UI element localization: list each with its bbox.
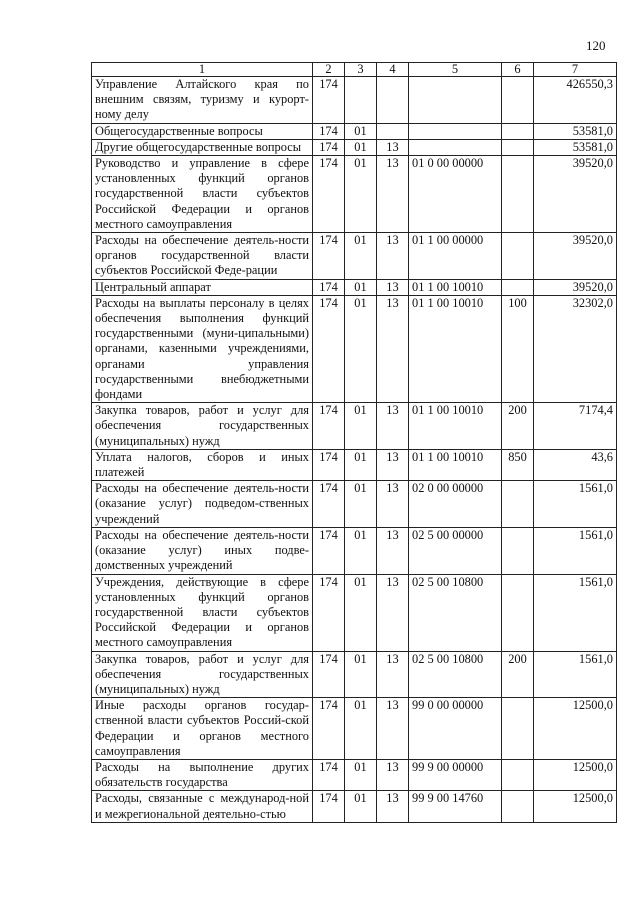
- subsection-code-cell: 13: [377, 527, 409, 574]
- subsection-code-cell: 13: [377, 698, 409, 760]
- row-name-cell: Расходы на обеспечение деятель-ности (оказание услуг) иных подве-домственных учреждений: [92, 527, 313, 574]
- admin-code-cell: 174: [313, 139, 345, 155]
- row-name-cell: Расходы на выплаты персоналу в целях обеспечения выполнения функций государственными (муни-ципальными) органами, казенными учреждениями, органами управления государственными внебюджетными фондами: [92, 295, 313, 402]
- admin-code-cell: 174: [313, 791, 345, 822]
- column-header: 1: [92, 63, 313, 77]
- amount-cell: 39520,0: [534, 156, 617, 233]
- amount-cell: 12500,0: [534, 759, 617, 790]
- expense-type-cell: 850: [502, 449, 534, 480]
- section-code-cell: 01: [345, 759, 377, 790]
- target-article-cell: 02 5 00 10800: [409, 574, 502, 651]
- target-article-cell: 01 0 00 00000: [409, 156, 502, 233]
- admin-code-cell: 174: [313, 403, 345, 450]
- section-code-cell: 01: [345, 233, 377, 280]
- table-row: [92, 698, 617, 760]
- target-article-cell: [409, 123, 502, 139]
- target-article-cell: 01 1 00 10010: [409, 295, 502, 402]
- admin-code-cell: 174: [313, 123, 345, 139]
- row-name-cell: Расходы, связанные с международ-ной и межрегиональной деятельно-стью: [92, 791, 313, 822]
- amount-cell: 32302,0: [534, 295, 617, 402]
- table-row: [92, 449, 617, 480]
- subsection-code-cell: 13: [377, 449, 409, 480]
- expense-type-cell: [502, 481, 534, 528]
- amount-cell: 39520,0: [534, 233, 617, 280]
- row-name-cell: Закупка товаров, работ и услуг для обеспечения государственных (муниципальных) нужд: [92, 651, 313, 698]
- subsection-code-cell: 13: [377, 139, 409, 155]
- subsection-code-cell: 13: [377, 651, 409, 698]
- target-article-cell: 02 5 00 10800: [409, 651, 502, 698]
- table-row: [92, 574, 617, 651]
- subsection-code-cell: 13: [377, 481, 409, 528]
- subsection-code-cell: 13: [377, 791, 409, 822]
- column-header: 3: [345, 63, 377, 77]
- expense-type-cell: [502, 233, 534, 280]
- target-article-cell: 02 5 00 00000: [409, 527, 502, 574]
- target-article-cell: 01 1 00 10010: [409, 449, 502, 480]
- admin-code-cell: 174: [313, 279, 345, 295]
- amount-cell: 12500,0: [534, 698, 617, 760]
- target-article-cell: 01 1 00 10010: [409, 279, 502, 295]
- table-row: [92, 481, 617, 528]
- admin-code-cell: 174: [313, 574, 345, 651]
- section-code-cell: 01: [345, 279, 377, 295]
- subsection-code-cell: 13: [377, 295, 409, 402]
- section-code-cell: 01: [345, 449, 377, 480]
- section-code-cell: 01: [345, 791, 377, 822]
- table-row: [92, 123, 617, 139]
- subsection-code-cell: 13: [377, 233, 409, 280]
- row-name-cell: Закупка товаров, работ и услуг для обеспечения государственных (муниципальных) нужд: [92, 403, 313, 450]
- row-name-cell: Расходы на обеспечение деятель-ности (оказание услуг) подведом-ственных учреждений: [92, 481, 313, 528]
- table-row: [92, 139, 617, 155]
- amount-cell: 1561,0: [534, 527, 617, 574]
- subsection-code-cell: 13: [377, 279, 409, 295]
- section-code-cell: [345, 77, 377, 124]
- section-code-cell: 01: [345, 527, 377, 574]
- admin-code-cell: 174: [313, 759, 345, 790]
- amount-cell: 7174,4: [534, 403, 617, 450]
- expense-type-cell: [502, 574, 534, 651]
- amount-cell: 1561,0: [534, 574, 617, 651]
- admin-code-cell: 174: [313, 651, 345, 698]
- section-code-cell: 01: [345, 698, 377, 760]
- row-name-cell: Общегосударственные вопросы: [92, 123, 313, 139]
- subsection-code-cell: [377, 77, 409, 124]
- section-code-cell: 01: [345, 574, 377, 651]
- target-article-cell: 99 9 00 14760: [409, 791, 502, 822]
- expense-type-cell: 200: [502, 651, 534, 698]
- target-article-cell: 01 1 00 00000: [409, 233, 502, 280]
- admin-code-cell: 174: [313, 77, 345, 124]
- row-name-cell: Центральный аппарат: [92, 279, 313, 295]
- column-header: 7: [534, 63, 617, 77]
- admin-code-cell: 174: [313, 156, 345, 233]
- section-code-cell: 01: [345, 139, 377, 155]
- column-header: 2: [313, 63, 345, 77]
- section-code-cell: 01: [345, 403, 377, 450]
- row-name-cell: Управление Алтайского края по внешним связям, туризму и курорт-ному делу: [92, 77, 313, 124]
- expense-type-cell: 200: [502, 403, 534, 450]
- table-row: [92, 233, 617, 280]
- table-row: [92, 156, 617, 233]
- column-header: 5: [409, 63, 502, 77]
- row-name-cell: Уплата налогов, сборов и иных платежей: [92, 449, 313, 480]
- row-name-cell: Расходы на обеспечение деятель-ности органов государственной власти субъектов Российской Феде-рации: [92, 233, 313, 280]
- column-header: 6: [502, 63, 534, 77]
- expense-type-cell: [502, 698, 534, 760]
- admin-code-cell: 174: [313, 295, 345, 402]
- row-name-cell: Другие общегосударственные вопросы: [92, 139, 313, 155]
- table-row: [92, 77, 617, 124]
- expense-type-cell: [502, 279, 534, 295]
- section-code-cell: 01: [345, 156, 377, 233]
- amount-cell: 43,6: [534, 449, 617, 480]
- expense-type-cell: [502, 156, 534, 233]
- expense-type-cell: [502, 791, 534, 822]
- table-row: [92, 295, 617, 402]
- subsection-code-cell: 13: [377, 156, 409, 233]
- table-row: [92, 403, 617, 450]
- expense-type-cell: 100: [502, 295, 534, 402]
- expense-type-cell: [502, 139, 534, 155]
- page-number: 120: [586, 38, 606, 53]
- target-article-cell: 99 0 00 00000: [409, 698, 502, 760]
- subsection-code-cell: 13: [377, 574, 409, 651]
- table-row: [92, 759, 617, 790]
- admin-code-cell: 174: [313, 698, 345, 760]
- target-article-cell: [409, 77, 502, 124]
- expense-type-cell: [502, 77, 534, 124]
- expense-type-cell: [502, 527, 534, 574]
- target-article-cell: 02 0 00 00000: [409, 481, 502, 528]
- amount-cell: 39520,0: [534, 279, 617, 295]
- amount-cell: 53581,0: [534, 123, 617, 139]
- amount-cell: 1561,0: [534, 481, 617, 528]
- row-name-cell: Расходы на выполнение других обязательств государства: [92, 759, 313, 790]
- expense-type-cell: [502, 123, 534, 139]
- section-code-cell: 01: [345, 295, 377, 402]
- subsection-code-cell: 13: [377, 759, 409, 790]
- table-row: [92, 527, 617, 574]
- section-code-cell: 01: [345, 481, 377, 528]
- admin-code-cell: 174: [313, 481, 345, 528]
- section-code-cell: 01: [345, 123, 377, 139]
- row-name-cell: Руководство и управление в сфере установленных функций органов государственной власти субъектов Российской Федерации и органов местного самоуправления: [92, 156, 313, 233]
- amount-cell: 426550,3: [534, 77, 617, 124]
- target-article-cell: [409, 139, 502, 155]
- amount-cell: 53581,0: [534, 139, 617, 155]
- table-header-row: [92, 63, 617, 77]
- row-name-cell: Иные расходы органов государ-ственной власти субъектов Россий-ской Федерации и органов местного самоуправления: [92, 698, 313, 760]
- target-article-cell: 99 9 00 00000: [409, 759, 502, 790]
- expense-type-cell: [502, 759, 534, 790]
- column-header: 4: [377, 63, 409, 77]
- admin-code-cell: 174: [313, 449, 345, 480]
- table-row: [92, 651, 617, 698]
- table-row: [92, 279, 617, 295]
- admin-code-cell: 174: [313, 527, 345, 574]
- admin-code-cell: 174: [313, 233, 345, 280]
- section-code-cell: 01: [345, 651, 377, 698]
- table-row: [92, 791, 617, 822]
- subsection-code-cell: [377, 123, 409, 139]
- budget-table: [91, 62, 617, 823]
- amount-cell: 1561,0: [534, 651, 617, 698]
- row-name-cell: Учреждения, действующие в сфере установленных функций органов государственной власти субъектов Российской Федерации и органов местного самоуправления: [92, 574, 313, 651]
- amount-cell: 12500,0: [534, 791, 617, 822]
- target-article-cell: 01 1 00 10010: [409, 403, 502, 450]
- subsection-code-cell: 13: [377, 403, 409, 450]
